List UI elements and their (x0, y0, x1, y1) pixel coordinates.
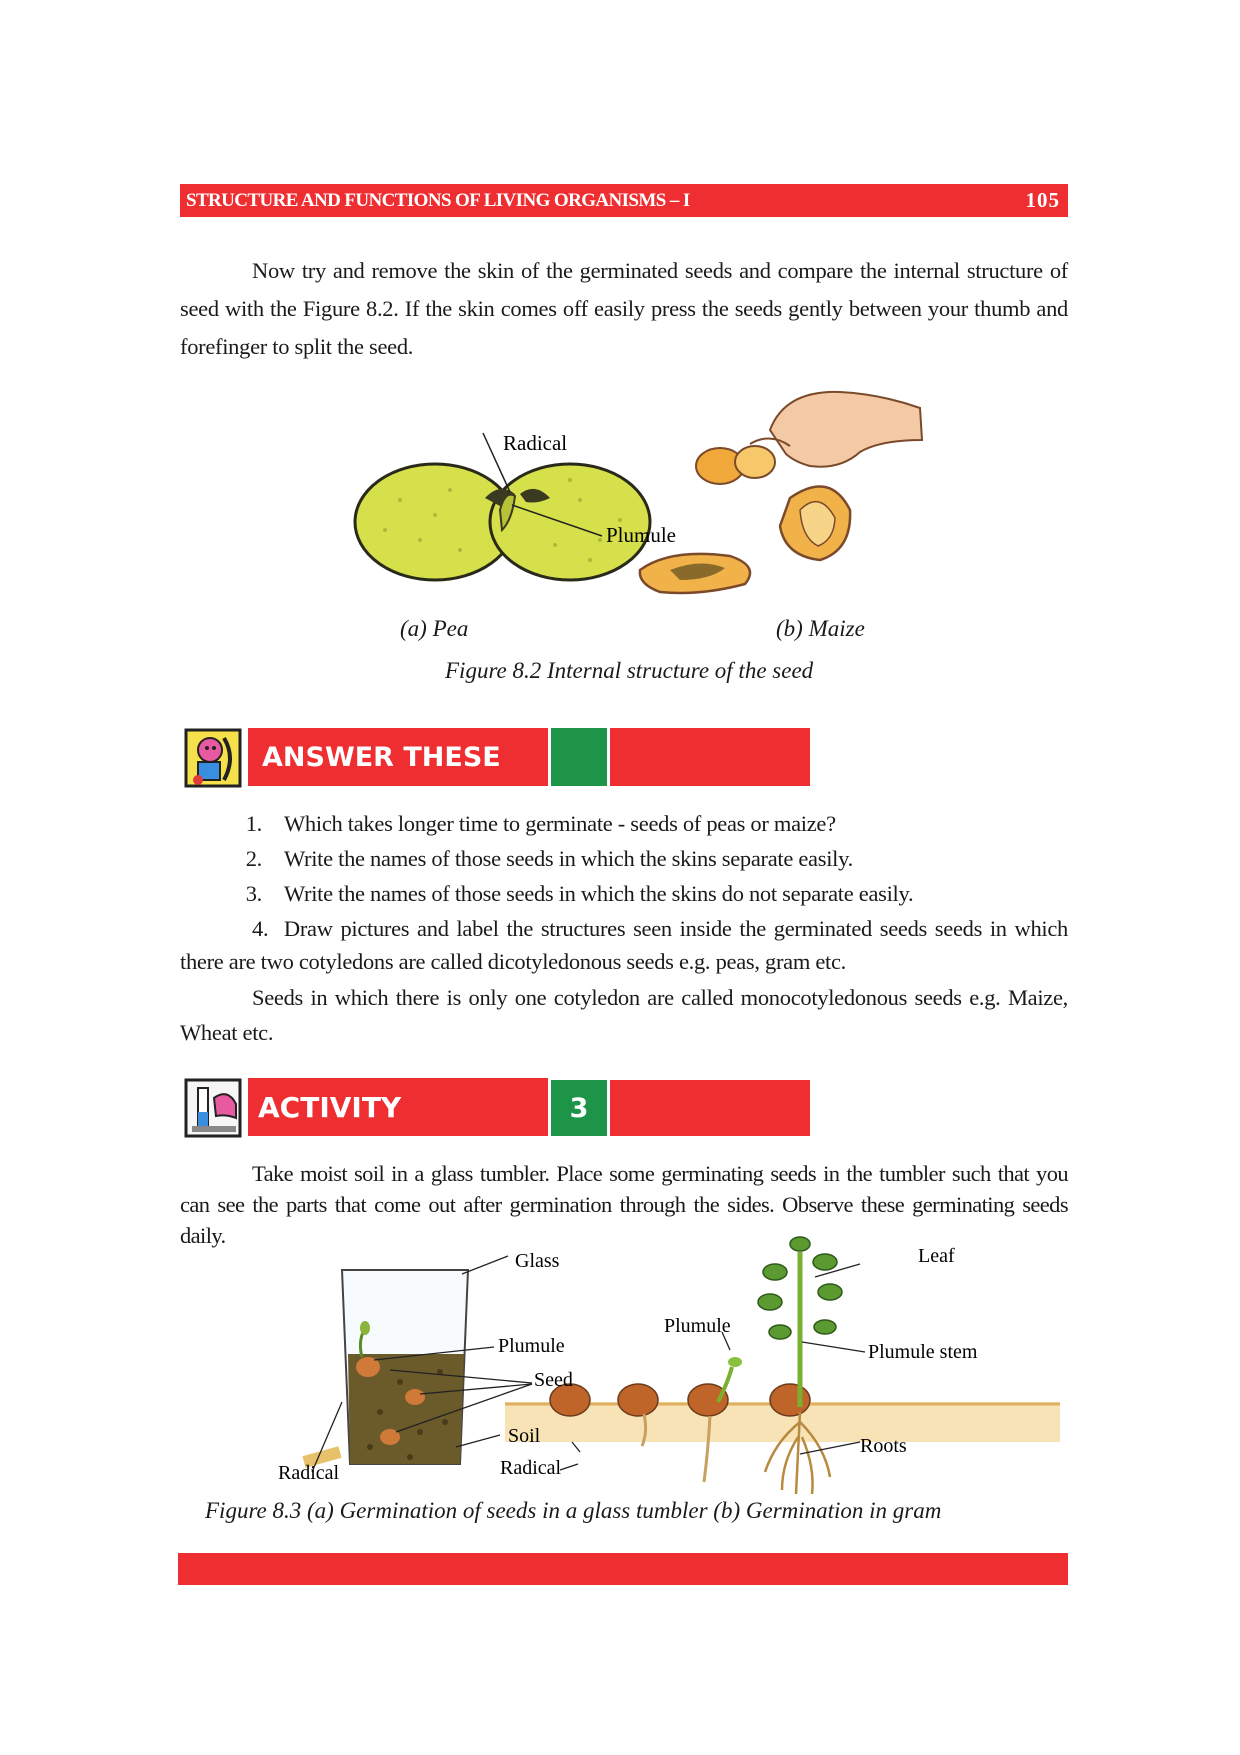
answer-these-red-tail (610, 728, 810, 786)
figure-8-2-sub-a: (a) Pea (400, 616, 469, 641)
label-plumule-a: Plumule (498, 1335, 565, 1357)
test-tube-icon (184, 1078, 242, 1138)
label-glass: Glass (515, 1250, 560, 1272)
page-number: 105 (1025, 188, 1060, 212)
activity-title: ACTIVITY (248, 1078, 548, 1136)
label-plumule: Plumule (606, 523, 677, 547)
answer-these-icon (184, 728, 242, 788)
label-seed: Seed (534, 1369, 573, 1391)
question-3: 3. Write the names of those seeds in which the skins do not separate easily. (245, 881, 914, 906)
activity-number: 3 (551, 1080, 607, 1136)
activity-paragraph: Take moist soil in a glass tumbler. Place some germinating seeds in the tumbler such that you can see the parts that come out after germination through the sides. Observe these germinating seeds daily. (180, 1161, 1068, 1248)
label-leaf: Leaf (918, 1245, 955, 1267)
intro-paragraph: Now try and remove the skin of the germinated seeds and compare the internal structure of seed with the Figure 8.2. If the skin comes off easily press the seeds gently between your thumb and forefinger to split the seed. (180, 258, 1068, 359)
label-plumule-stem: Plumule stem (868, 1341, 978, 1363)
label-radical-b: Radical (500, 1457, 562, 1479)
monocot-paragraph: Seeds in which there is only one cotyledon are called monocotyledonous seeds e.g. Maize, Wheat etc. (180, 985, 1068, 1045)
question-list (180, 806, 1068, 911)
answer-these-green-box (551, 728, 607, 786)
answer-these-title: ANSWER THESE (248, 728, 548, 786)
pea-seed-illustration (355, 433, 650, 580)
child-reading-icon (184, 728, 242, 788)
figure-8-2-sub-b: (b) Maize (776, 616, 865, 641)
figure-8-2-caption: Figure 8.2 Internal structure of the seed (445, 658, 814, 683)
question-2: 2. Write the names of those seeds in which the skins separate easily. (245, 846, 853, 871)
question-1: 1. Which takes longer time to germinate - seeds of peas or maize? (245, 811, 836, 836)
figure-8-3-caption: Figure 8.3 (a) Germination of seeds in a glass tumbler (b) Germination in gram (205, 1498, 942, 1523)
label-radical: Radical (503, 431, 568, 455)
label-roots: Roots (860, 1435, 907, 1457)
figure-8-2-illustration (340, 370, 980, 610)
chapter-title: STRUCTURE AND FUNCTIONS OF LIVING ORGANISMS – I (186, 189, 690, 211)
running-header (180, 184, 1068, 217)
footer-bar (178, 1553, 1068, 1585)
question-4: 4. Draw pictures and label the structures seen inside the germinated seeds seeds in which there are two cotyledons are called dicotyledonous seeds e.g. peas, gram etc. (180, 916, 1069, 974)
figure-8-3-illustration (270, 1232, 1070, 1502)
label-radical-a: Radical (278, 1462, 340, 1484)
label-plumule-b: Plumule (664, 1315, 731, 1337)
maize-seed-illustration (640, 392, 922, 593)
activity-icon (184, 1078, 242, 1138)
gram-germination-illustration (505, 1237, 1060, 1494)
activity-red-tail (610, 1080, 810, 1136)
label-soil: Soil (508, 1425, 541, 1447)
